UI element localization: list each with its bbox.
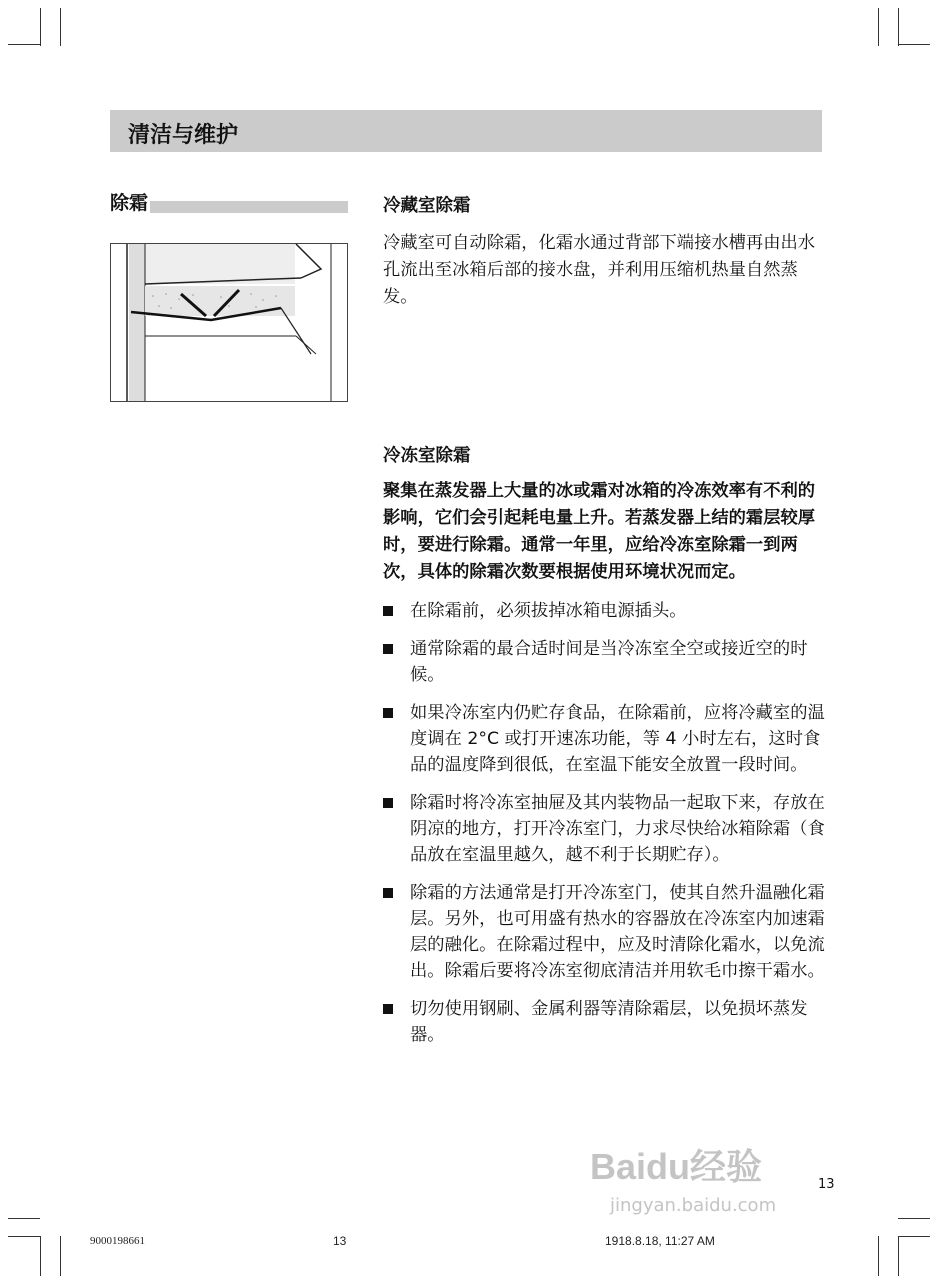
square-bullet-icon: [383, 798, 393, 808]
freezer-defrost-heading: 冷冻室除霜: [383, 446, 471, 466]
square-bullet-icon: [383, 1004, 393, 1014]
crop-mark: [40, 8, 41, 46]
page-number: 13: [818, 1177, 835, 1192]
square-bullet-icon: [383, 888, 393, 898]
chapter-header-bar: [110, 110, 822, 152]
bullet-text: 如果冷冻室内仍贮存食品，在除霜前，应将冷藏室的温度调在 2°C 或打开速冻功能，等 4 小时左右，这时食品的温度降到很低，在室温下能安全放置一段时间。: [410, 703, 825, 775]
square-bullet-icon: [383, 606, 393, 616]
bullet-item: [383, 700, 827, 778]
crop-mark: [8, 44, 40, 45]
crop-mark: [40, 1236, 41, 1276]
footer-page: 13: [333, 1234, 347, 1248]
fridge-defrost-section: [383, 193, 827, 311]
bullet-item: [383, 790, 827, 868]
section-title: 除霜: [110, 192, 149, 214]
crop-mark: [60, 8, 61, 46]
bullet-text: 除霜时将冷冻室抽屉及其内装物品一起取下来，存放在阴凉的地方，打开冷冻室门，力求尽快给冰箱除霜（食品放在室温里越久，越不利于长期贮存）。: [410, 793, 825, 865]
watermark-url: jingyan.baidu.com: [610, 1195, 777, 1216]
square-bullet-icon: [383, 644, 393, 654]
fridge-defrost-heading: 冷藏室除霜: [383, 196, 471, 216]
bullet-text: 通常除霜的最合适时间是当冷冻室全空或接近空的时候。: [410, 639, 808, 685]
bullet-item: [383, 880, 827, 984]
section-underline-bar: [150, 201, 348, 213]
fridge-defrost-text: 冷藏室可自动除霜，化霜水通过背部下端接水槽再由出水孔流出至冰箱后部的接水盘，并利用压缩机热量自然蒸发。: [383, 233, 816, 307]
baidu-watermark: [590, 1145, 805, 1225]
defrost-illustration: [110, 243, 348, 402]
freezer-defrost-section: [383, 443, 827, 1060]
crop-mark: [8, 1218, 40, 1219]
footer-code: 9000198661: [90, 1235, 145, 1247]
freezer-defrost-intro: 聚集在蒸发器上大量的冰或霜对冰箱的冷冻效率有不利的影响，它们会引起耗电量上升。若蒸发器上结的霜层较厚时，要进行除霜。通常一年里，应给冷冻室除霜一到两次，具体的除霜次数要根据使用环境状况而定。: [383, 481, 816, 582]
bullet-text: 切勿使用钢刷、金属利器等清除霜层，以免损坏蒸发器。: [410, 999, 808, 1045]
square-bullet-icon: [383, 708, 393, 718]
fridge-interior-drawing: [111, 244, 348, 402]
crop-mark: [898, 1236, 899, 1276]
bullet-item: [383, 636, 827, 688]
crop-mark: [8, 1236, 40, 1237]
chapter-title: 清洁与维护: [128, 123, 239, 148]
bullet-text: 在除霜前，必须拔掉冰箱电源插头。: [410, 601, 687, 621]
crop-mark: [878, 1236, 879, 1276]
bullet-item: [383, 598, 827, 624]
bullet-text: 除霜的方法通常是打开冷冻室门，使其自然升温融化霜层。另外，也可用盛有热水的容器放在冷冻室内加速霜层的融化。在除霜过程中，应及时清除化霜水，以免流出。除霜后要将冷冻室彻底清洁并用软毛巾擦干霜水。: [410, 883, 825, 981]
watermark-logo: Baidu经验: [590, 1146, 763, 1187]
crop-mark: [898, 44, 930, 45]
crop-mark: [898, 8, 899, 46]
bullet-item: [383, 996, 827, 1048]
crop-mark: [898, 1218, 930, 1219]
crop-mark: [898, 1236, 930, 1237]
crop-mark: [60, 1236, 61, 1276]
crop-mark: [878, 8, 879, 46]
footer-date: 1918.8.18, 11:27 AM: [605, 1234, 715, 1248]
